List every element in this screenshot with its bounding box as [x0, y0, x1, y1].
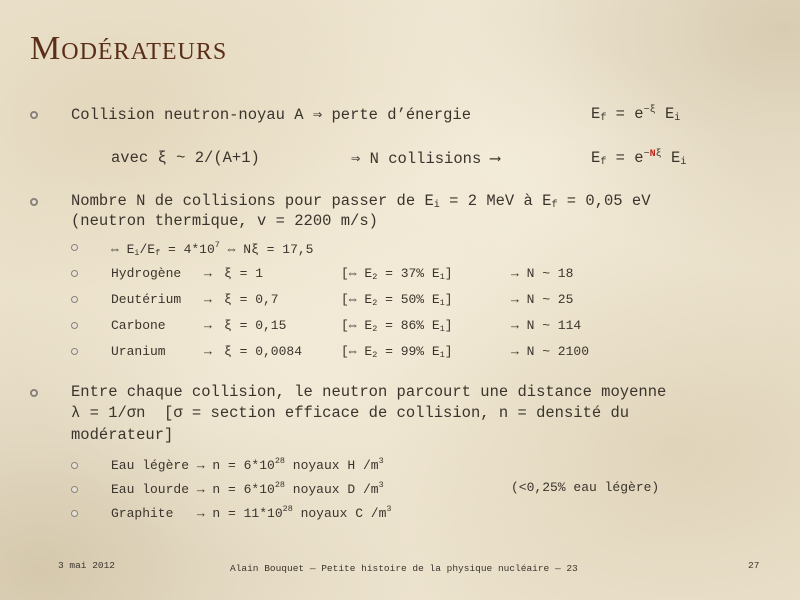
energy-fraction: [⇔ $E_2 = 50\%$ $E_1$]: [341, 292, 453, 308]
xi-value: ξ = 0,0084: [224, 344, 303, 359]
moderator-text: modérateur]: [71, 426, 174, 444]
element-name: Hydrogène: [111, 266, 182, 281]
sub-bullet-icon: [71, 270, 78, 277]
n-value: → N ~ 114: [511, 318, 582, 333]
moderator-density: Eau légère → $n = 6*10^{28}$ noyaux H $/m^3$: [111, 456, 384, 473]
sub-bullet-icon: [71, 348, 78, 355]
n-value: → N ~ 2100: [511, 344, 590, 359]
mean-free-path-formula: λ = 1/σn [σ = section efficace de collision, n = densité du: [71, 404, 630, 422]
energy-fraction: [⇔ $E_2 = 86\%$ $E_1$]: [341, 318, 453, 334]
n-value: → N ~ 18: [511, 266, 574, 281]
sub-bullet-icon: [71, 244, 78, 251]
moderator-density: Eau lourde → $n = 6*10^{28}$ noyaux D $/m^3$: [111, 480, 384, 497]
xi-value: ξ = 1: [224, 266, 264, 281]
arrow: →: [204, 266, 212, 281]
element-name: Carbone: [111, 318, 166, 333]
sub-bullet-icon: [71, 486, 78, 493]
thermal-neutron-text: (neutron thermique, v = 2200 m/s): [71, 212, 378, 230]
element-name: Deutérium: [111, 292, 182, 307]
energy-formula-1: $E_f = e^{-\xi}$ $E_i$: [591, 105, 681, 124]
footer-date: 3 mai 2012: [58, 560, 116, 571]
footer-title: Alain Bouquet — Petite histoire de la physique nucléaire — 23: [230, 563, 578, 574]
energy-fraction: [⇔ $E_2 = 37\%$ $E_1$]: [341, 266, 453, 282]
heavy-water-note: (<0,25% eau légère): [511, 480, 660, 495]
mean-distance-text: Entre chaque collision, le neutron parcourt une distance moyenne: [71, 383, 667, 401]
bullet-icon: [30, 389, 38, 397]
sub-bullet-icon: [71, 296, 78, 303]
bullet-icon: [30, 111, 38, 119]
arrow: →: [204, 318, 212, 333]
arrow: →: [204, 292, 212, 307]
energy-fraction: [⇔ $E_2 = 99\%$ $E_1$]: [341, 344, 453, 360]
sub-bullet-icon: [71, 510, 78, 517]
n-collisions-text: ⇒ N collisions ⟶: [351, 150, 500, 168]
energy-formula-2: $E_f = e^{-N\xi}$ $E_i$: [591, 149, 687, 168]
collision-text: Collision neutron-noyau A ⇒ perte d’énergie: [71, 106, 471, 124]
n-value: → N ~ 25: [511, 292, 574, 307]
xi-value: ξ = 0,7: [224, 292, 279, 307]
xi-value: ξ = 0,15: [224, 318, 287, 333]
moderator-density: Graphite → $n = 11*10^{28}$ noyaux C $/m^3$: [111, 504, 392, 521]
arrow: →: [204, 344, 212, 359]
sub-bullet-icon: [71, 462, 78, 469]
energy-ratio-text: ⇔ $E_i/E_f = 4*10^7$ ⇔ Nξ = 17,5: [111, 240, 314, 258]
bullet-icon: [30, 198, 38, 206]
slide-title: Modérateurs: [30, 30, 228, 67]
element-name: Uranium: [111, 344, 166, 359]
xi-definition: avec ξ ~ 2/(A+1): [111, 149, 260, 167]
page-number: 27: [748, 560, 760, 571]
sub-bullet-icon: [71, 322, 78, 329]
collisions-count-text: Nombre N de collisions pour passer de $E_i = 2$ MeV à $E_f = 0,05$ eV: [71, 192, 651, 211]
